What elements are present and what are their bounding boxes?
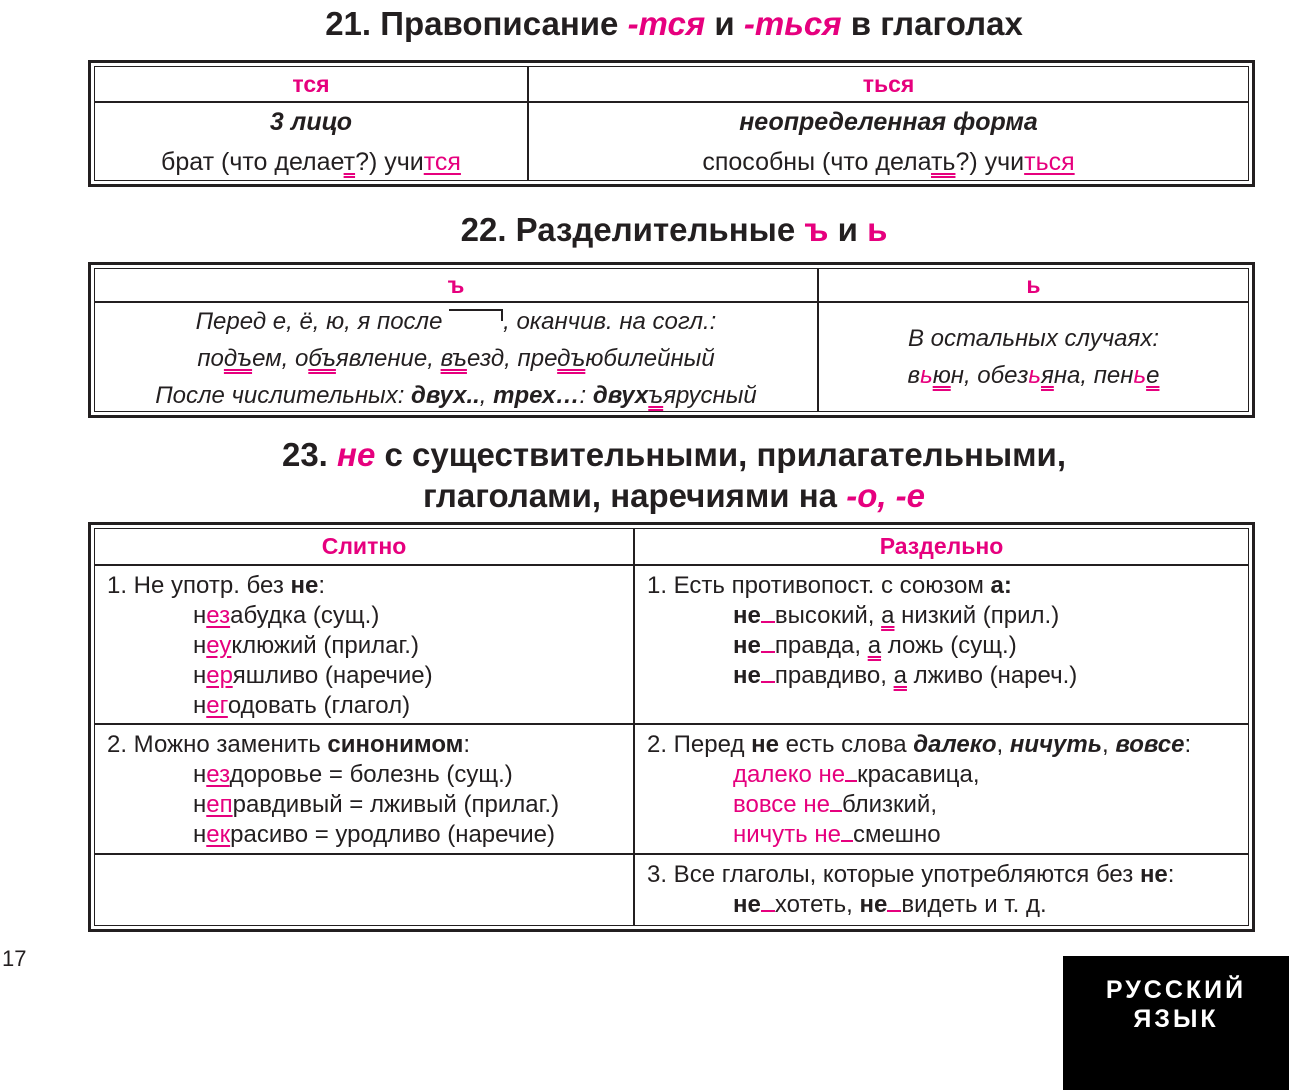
list-item: не высокий, а низкий (прил.): [733, 602, 1060, 629]
list-item: не правда, а ложь (сущ.): [733, 632, 1017, 659]
table-23-head-1: Слитно: [94, 528, 634, 565]
list-item: далеко не красавица,: [733, 761, 980, 788]
list-item: неуклюжий (прилаг.): [193, 632, 419, 659]
list-item: некрасиво = уродливо (наречие): [193, 821, 555, 848]
section-21-title: 21. Правописание -тся и -ться в глаголах: [325, 5, 1023, 42]
page-number: 17: [2, 946, 27, 971]
table-23-r2-right: 2. Перед не есть слова далеко, ничуть, вовсе: далеко не красавица, вовсе не близкий, ничуть не смешно: [634, 724, 1249, 854]
list-item: вовсе не близкий,: [733, 791, 937, 818]
prefix-mark-icon: [449, 309, 503, 321]
section-23-title: 23. не с существительными, прилагательными, глаголами, наречиями на -о, -е: [281, 436, 1067, 514]
list-item: неряшливо (наречие): [193, 662, 433, 689]
subject-badge: РУССКИЙ ЯЗЫК: [1063, 956, 1289, 1090]
table-23: [88, 522, 1255, 932]
table-22-cell-1: Перед е, ё, ю, я после , оканчив. на согл.: подъем, объявление, въезд, предъюбилейный После числительных: двух.., трех…: двухъярусный: [94, 302, 818, 412]
table-23-r1-right: 1. Есть противопост. с союзом а: не высокий, а низкий (прил.) не правда, а ложь (сущ.) не правдиво, а лживо (нареч.): [634, 565, 1249, 724]
table-21-head-1: тся: [94, 66, 528, 102]
table-21-cell-2: неопределенная форма способны (что делать?) учиться: [528, 102, 1249, 181]
list-item: не правдиво, а лживо (нареч.): [733, 662, 1078, 689]
list-item: не хотеть, не видеть и т. д.: [733, 891, 1047, 918]
table-21-cell-1: 3 лицо брат (что делает?) учится: [94, 102, 528, 181]
table-22-head-2: ь: [818, 268, 1249, 302]
section-22-title: 22. Разделительные ъ и ь: [460, 211, 888, 248]
table-21-head-2: ться: [528, 66, 1249, 102]
table-23-r1-left: 1. Не употр. без не: незабудка (сущ.) неуклюжий (прилаг.) неряшливо (наречие) негодовать (глагол): [94, 565, 634, 724]
list-item: ничуть не смешно: [733, 821, 941, 848]
table-22: [88, 262, 1255, 418]
list-item: нездоровье = болезнь (сущ.): [193, 761, 513, 788]
table-21: [88, 60, 1255, 187]
table-22-head-1: ъ: [94, 268, 818, 302]
table-22-cell-2: В остальных случаях: вьюн, обезьяна, пенье: [818, 302, 1249, 412]
table-23-r3-left: [94, 854, 634, 926]
table-23-r3-right: 3. Все глаголы, которые употребляются без не: не хотеть, не видеть и т. д.: [634, 854, 1249, 926]
list-item: негодовать (глагол): [193, 692, 411, 719]
table-23-head-2: Раздельно: [634, 528, 1249, 565]
list-item: незабудка (сущ.): [193, 602, 380, 629]
table-23-r2-left: 2. Можно заменить синонимом: нездоровье = болезнь (сущ.) неправдивый = лживый (прилаг.) некрасиво = уродливо (наречие): [94, 724, 634, 854]
list-item: неправдивый = лживый (прилаг.): [193, 791, 560, 818]
